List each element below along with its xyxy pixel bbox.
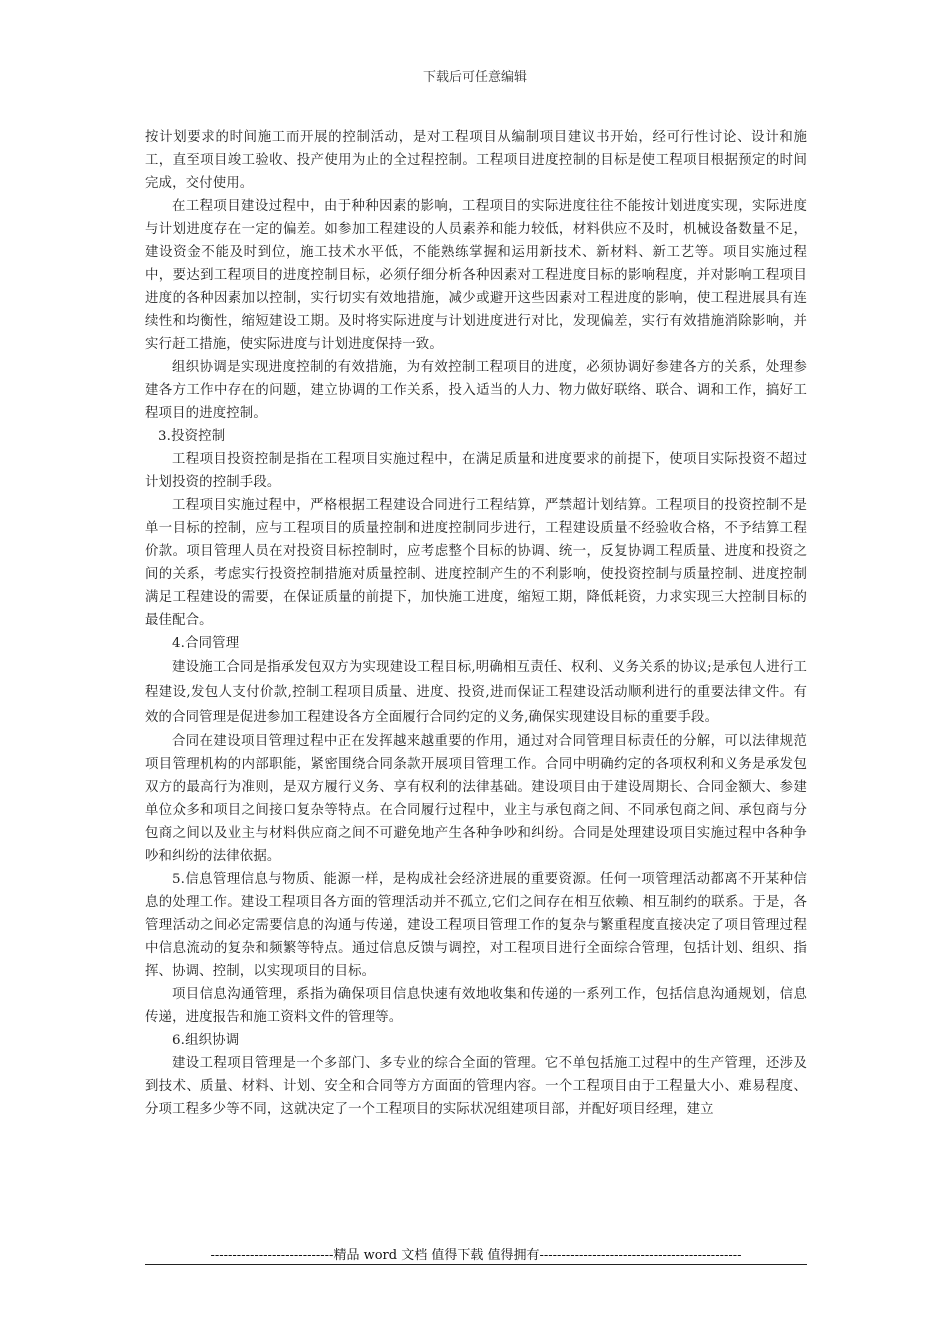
section-heading-investment-control: 3.投资控制 xyxy=(158,429,226,444)
paragraph: 项目信息沟通管理，系指为确保项目信息快速有效地收集和传递的一系列工作，包括信息沟通规划，信息传递，进度报告和施工资料文件的管理等。 xyxy=(145,987,807,1025)
footer-rule-right: ---------------------------------------------- xyxy=(539,1248,742,1263)
paragraph: 合同在建设项目管理过程中正在发挥越来越重要的作用，通过对合同管理目标责任的分解，可以法律规范项目管理机构的内部职能，紧密围绕合同条款开展项目管理工作。合同中明确约定的各项权利和义务是承发包双方的最高行为准则，是双方履行义务、享有权利的法律基础。建设项目由于建设周期长、合同金额大、参建单位众多和项目之间接口复杂等特点。在合同履行过程中，业主与承包商之间、不同承包商之间、承包商与分包商之间以及业主与材料供应商之间不可避免地产生各种争吵和纠纷。合同是处理建设项目实施过程中各种争吵和纠纷的法律依据。 xyxy=(145,734,807,864)
paragraph: 工程项目实施过程中，严格根据工程建设合同进行工程结算，严禁超计划结算。工程项目的投资控制不是单一目标的控制，应与工程项目的质量控制和进度控制同步进行，工程建设质量不经验收合格，不予结算工程价款。项目管理人员在对投资目标控制时，应考虑整个目标的协调、统一，反复协调工程质量、进度和投资之间的关系，考虑实行投资控制措施对质量控制、进度控制产生的不利影响，使投资控制与质量控制、进度控制满足工程建设的需要，在保证质量的前提下，加快施工进度，缩短工期，降低耗资，力求实现三大控制目标的最佳配合。 xyxy=(145,498,807,628)
paragraph: 在工程项目建设过程中，由于种种因素的影响，工程项目的实际进度往往不能按计划进度实现，实际进度与计划进度存在一定的偏差。如参加工程建设的人员素养和能力较低，材料供应不及时，机械设备数量不足，建设资金不能及时到位，施工技术水平低，不能熟练掌握和运用新技术、新材料、新工艺等。项目实施过程中，要达到工程项目的进度控制目标，必须仔细分析各种因素对工程进度目标的影响程度，并对影响工程项目进度的各种因素加以控制，实行切实有效地措施，减少或避开这些因素对工程进度的影响，使工程进展具有连续性和均衡性，缩短建设工期。及时将实际进度与计划进度进行对比，发现偏差，实行有效措施消除影响，并实行赶工措施，使实际进度与计划进度保持一致。 xyxy=(145,199,807,352)
page-footer xyxy=(145,1244,807,1263)
section-heading-contract-management: 4.合同管理 xyxy=(172,636,240,651)
paragraph: 组织协调是实现进度控制的有效措施，为有效控制工程项目的进度，必须协调好参建各方的关系，处理参建各方工作中存在的问题，建立协调的工作关系，投入适当的人力、物力做好联络、联合、调和工作，搞好工程项目的进度控制。 xyxy=(145,360,807,421)
paragraph: 建设工程项目管理是一个多部门、多专业的综合全面的管理。它不单包括施工过程中的生产管理，还涉及到技术、质量、材料、计划、安全和合同等方方面面的管理内容。一个工程项目由于工程量大小、难易程度、分项工程多少等不同，这就决定了一个工程项目的实际状况组建项目部，并配好项目经理，建立 xyxy=(145,1056,807,1117)
section-heading-organization-coordination: 6.组织协调 xyxy=(172,1033,240,1048)
footer-underline xyxy=(145,1264,807,1265)
footer-text: 精品 word 文档 值得下载 值得拥有 xyxy=(333,1248,540,1263)
paragraph: 按计划要求的时间施工而开展的控制活动，是对工程项目从编制项目建议书开始，经可行性讨论、设计和施工，直至项目竣工验收、投产使用为止的全过程控制。工程项目进度控制的目标是使工程项目根据预定的时间完成，交付使用。 xyxy=(145,130,807,191)
paragraph-information-management: 5.信息管理信息与物质、能源一样，是构成社会经济进展的重要资源。任何一项管理活动都离不开某种信息的处理工作。建设工程项目各方面的管理活动并不孤立,它们之间存在相互依赖、相互制约的联系。于是，各管理活动之间必定需要信息的沟通与传递，建设工程项目管理工作的复杂与繁重程度直接决定了项目管理过程中信息流动的复杂和频繁等特点。通过信息反馈与调控，对工程项目进行全面综合管理，包括计划、组织、指挥、协调、控制，以实现项目的目标。 xyxy=(145,872,807,979)
page-header: 下载后可任意编辑 xyxy=(422,70,527,85)
footer-rule-left: ---------------------------- xyxy=(210,1248,334,1263)
paragraph: 建设施工合同是指承发包双方为实现建设工程目标,明确相互责任、权利、义务关系的协议;是承包人进行工程建设,发包人支付价款,控制工程项目质量、进度、投资,进而保证工程建设活动顺利进行的重要法律文件。有效的合同管理是促进参加工程建设各方全面履行合同约定的义务,确保实现建设目标的重要手段。 xyxy=(145,660,807,725)
document-body xyxy=(145,126,807,1121)
paragraph: 工程项目投资控制是指在工程项目实施过程中，在满足质量和进度要求的前提下，使项目实际投资不超过计划投资的控制手段。 xyxy=(145,452,807,490)
